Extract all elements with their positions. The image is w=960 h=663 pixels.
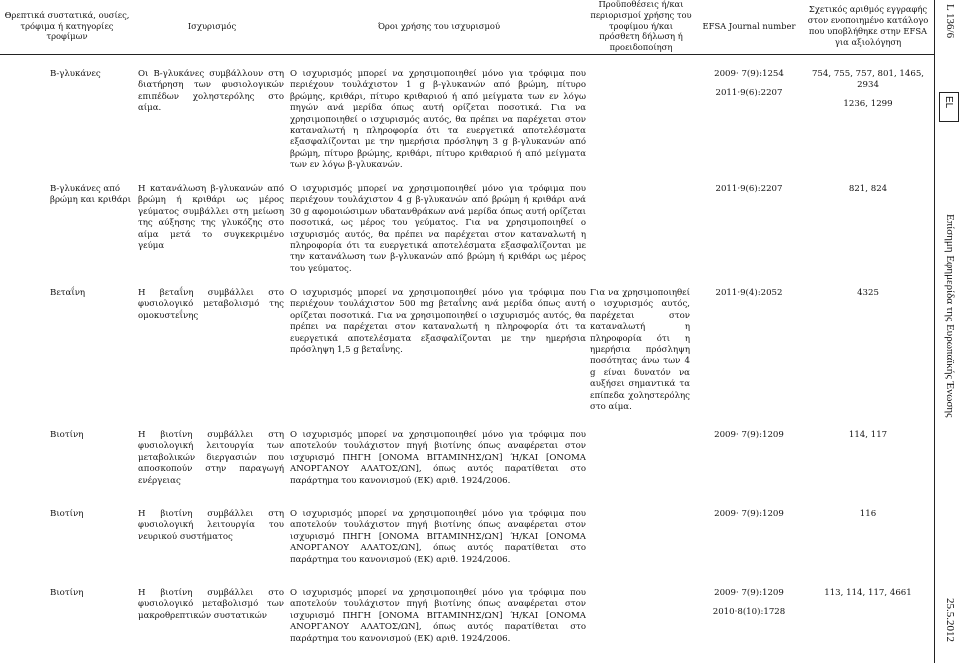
row-0-entry-1: 754, 755, 757, 801, 1465, 2934 xyxy=(811,69,925,91)
row-3-claim: Η βιοτίνη συμβάλλει στη φυσιολογική λειτουργία των μεταβολικών διεργασιών που αποσκοπούν στην παραγωγή ενέργειας xyxy=(138,430,284,486)
row-4-nutrient: Βιοτίνη xyxy=(50,509,84,519)
header-efsa-journal: EFSA Journal number xyxy=(702,20,796,31)
journal-title xyxy=(938,214,960,454)
header-claim: Ισχυρισμός xyxy=(187,20,237,31)
row-0-journal-2: 2011·9(6):2207 xyxy=(715,88,783,98)
row-2-journal-1: 2011·9(4):2052 xyxy=(715,288,783,298)
row-1-claim: Η κατανάλωση β-γλυκανών από βρώμη ή κριθάρι ως μέρος γεύματος συμβάλλει στη μείωση της αύξησης της γλυκόζης στο αίμα μετά το συγκεκριμένο γεύμα xyxy=(138,184,284,252)
row-5-claim: Η βιοτίνη συμβάλλει στο φυσιολογικό μεταβολισμό των μακροθρεπτικών συστατικών xyxy=(138,588,284,621)
row-5-nutrient: Βιοτίνη xyxy=(50,588,84,598)
row-4-conditions: Ο ισχυρισμός μπορεί να χρησιμοποιηθεί μόνο για τρόφιμα που αποτελούν τουλάχιστον πηγή βιοτίνης όπως αναφέρεται στον ισχυρισμό ΠΗΓΗ [ΟΝΟΜΑ ΒΙΤΑΜΙΝΗΣ/ΩΝ] Ή/ΚΑΙ [ΟΝΟΜΑ ΑΝΟΡΓΑΝΟΥ ΑΛΑΤΟΣ/ΩΝ], όπως αυτός παρατίθεται στο παράρτημα του κανονισμού (ΕΚ) αριθ. 1924/2006. xyxy=(290,509,586,565)
header-divider xyxy=(0,54,934,55)
publication-date xyxy=(938,598,960,660)
row-4-entry-1: 116 xyxy=(859,509,877,519)
row-3-nutrient: Βιοτίνη xyxy=(50,430,84,440)
row-1-conditions: Ο ισχυρισμός μπορεί να χρησιμοποιηθεί μόνο για τρόφιμα που περιέχουν τουλάχιστον 4 g β-γλυκανών από βρώμη ή κριθάρι ανά 30 g αφομοιώσιμων υδατανθράκων ανά μερίδα όπως αυτή ορίζεται ποσοτικά, ως μέρος του γεύματος. Για να χρησιμοποιηθεί ο ισχυρισμός αυτός, θα πρέπει να παρέχεται στον καταναλωτή η πληροφορία ότι τα ευεργετικά αποτελέσματα εξασφαλίζονται με την κατανάλωση των β-γλυκανών από βρώμη ή κριθάρι ως μέρος του γεύματος. xyxy=(290,184,586,274)
language-code: EL xyxy=(943,96,954,109)
row-5-journal-1: 2009· 7(9):1209 xyxy=(714,588,784,598)
page-reference-text: L 136/6 xyxy=(944,4,956,39)
row-0-conditions: Ο ισχυρισμός μπορεί να χρησιμοποιηθεί μόνο για τρόφιμα που περιέχουν τουλάχιστον 1 g β-γλυκανών από βρώμη, πίτυρο βρώμης, κριθάρι, πίτυρο κριθαριού ή από μείγματα των εν λόγω πηγών ανά μερίδα όπως αυτή ορίζεται ποσοτικά. Για να χρησιμοποιηθεί ο ισχυρισμός αυτός, θα πρέπει να παρέχεται στον καταναλωτή η πληροφορία ότι τα ευεργετικά αποτελέσματα εξασφαλίζονται με την ημερήσια πρόσληψη 3 g β-γλυκανών από βρώμη, πίτυρο βρώμης, κριθάρι, πίτυρο κριθαριού ή από μείγματα των εν λόγω β-γλυκανών. xyxy=(290,69,586,171)
margin-divider xyxy=(934,0,935,663)
row-2-nutrient: Βεταΐνη xyxy=(50,288,86,298)
row-0-entry-2: 1236, 1299 xyxy=(843,99,893,109)
row-3-conditions: Ο ισχυρισμός μπορεί να χρησιμοποιηθεί μόνο για τρόφιμα που αποτελούν τουλάχιστον πηγή βιοτίνης όπως αναφέρεται στον ισχυρισμό ΠΗΓΗ [ΟΝΟΜΑ ΒΙΤΑΜΙΝΗΣ/ΩΝ] Ή/ΚΑΙ [ΟΝΟΜΑ ΑΝΟΡΓΑΝΟΥ ΑΛΑΤΟΣ/ΩΝ], όπως αυτός παρατίθεται στο παράρτημα του κανονισμού (ΕΚ) αριθ. 1924/2006. xyxy=(290,430,586,486)
row-2-conditions: Ο ισχυρισμός μπορεί να χρησιμοποιηθεί μόνο για τρόφιμα που περιέχουν τουλάχιστον 500 mg βεταΐνης ανά μερίδα όπως αυτή ορίζεται ποσοτικά. Για να χρησιμοποιηθεί ο ισχυρισμός αυτός, θα πρέπει να παρέχεται στον καταναλωτή η πληροφορία ότι τα ευεργετικά αποτελέσματα εξασφαλίζονται με την ημερήσια πρόσληψη 1,5 g βεταΐνης. xyxy=(290,288,586,356)
page-reference xyxy=(938,4,960,64)
journal-title-text: Επίσημη Εφημερίδα της Ευρωπαϊκής Ένωσης xyxy=(944,214,956,418)
row-2-claim: Η βεταΐνη συμβάλλει στο φυσιολογικό μεταβολισμό της ομοκυστεΐνης xyxy=(138,288,284,321)
row-5-conditions: Ο ισχυρισμός μπορεί να χρησιμοποιηθεί μόνο για τρόφιμα που αποτελούν τουλάχιστον πηγή βιοτίνης όπως αναφέρεται στον ισχυρισμό ΠΗΓΗ [ΟΝΟΜΑ ΒΙΤΑΜΙΝΗΣ/ΩΝ] Ή/ΚΑΙ [ΟΝΟΜΑ ΑΝΟΡΓΑΝΟΥ ΑΛΑΤΟΣ/ΩΝ], όπως αυτός παρατίθεται στο παράρτημα του κανονισμού (ΕΚ) αριθ. 1924/2006. xyxy=(290,588,586,644)
row-2-entry-1: 4325 xyxy=(857,288,879,298)
row-0-claim: Οι Β-γλυκάνες συμβάλλουν στη διατήρηση των φυσιολογικών επιπέδων χοληστερόλης στο αίμα. xyxy=(138,69,284,114)
header-nutrient: Θρεπτικά συστατικά, ουσίες, τρόφιμα ή κατηγορίες τροφίμων xyxy=(4,9,130,42)
row-0-nutrient: Β-γλυκάνες xyxy=(50,69,101,79)
language-code-box xyxy=(939,92,959,122)
row-3-journal-1: 2009· 7(9):1209 xyxy=(714,430,784,440)
row-1-journal-1: 2011·9(6):2207 xyxy=(715,184,783,194)
header-entry-number: Σχετικός αριθμός εγγραφής στον ενοποιημένο κατάλογο που υποβλήθηκε στην EFSA για αξιολόγηση xyxy=(807,4,929,47)
row-2-restrictions: Για να χρησιμοποιηθεί ο ισχυρισμός αυτός, παρέχεται στον καταναλωτή η πληροφορία ότι η ημερήσια πρόσληψη ποσότητας άνω των 4 g είναι δυνατόν να αυξήσει σημαντικά τα επίπεδα χοληστερόλης στο αίμα. xyxy=(590,288,690,413)
publication-date-text: 25.5.2012 xyxy=(944,598,956,642)
row-1-nutrient: Β-γλυκάνες από βρώμη και κριθάρι xyxy=(50,184,131,206)
row-3-entry-1: 114, 117 xyxy=(848,430,888,440)
row-5-journal-2: 2010·8(10):1728 xyxy=(712,607,786,617)
row-4-journal-1: 2009· 7(9):1209 xyxy=(714,509,784,519)
header-conditions: Όροι χρήσης του ισχυρισμού xyxy=(377,20,501,31)
row-4-claim: Η βιοτίνη συμβάλλει στη φυσιολογική λειτουργία του νευρικού συστήματος xyxy=(138,509,284,542)
row-0-journal-1: 2009· 7(9):1254 xyxy=(714,69,784,79)
row-5-entry-1: 113, 114, 117, 4661 xyxy=(824,588,912,598)
header-restrictions: Προϋποθέσεις ή/και περιορισμοί χρήσης του τροφίμου ή/και πρόσθετη δήλωση ή προειδοποίηση xyxy=(590,0,692,53)
row-1-entry-1: 821, 824 xyxy=(848,184,888,194)
